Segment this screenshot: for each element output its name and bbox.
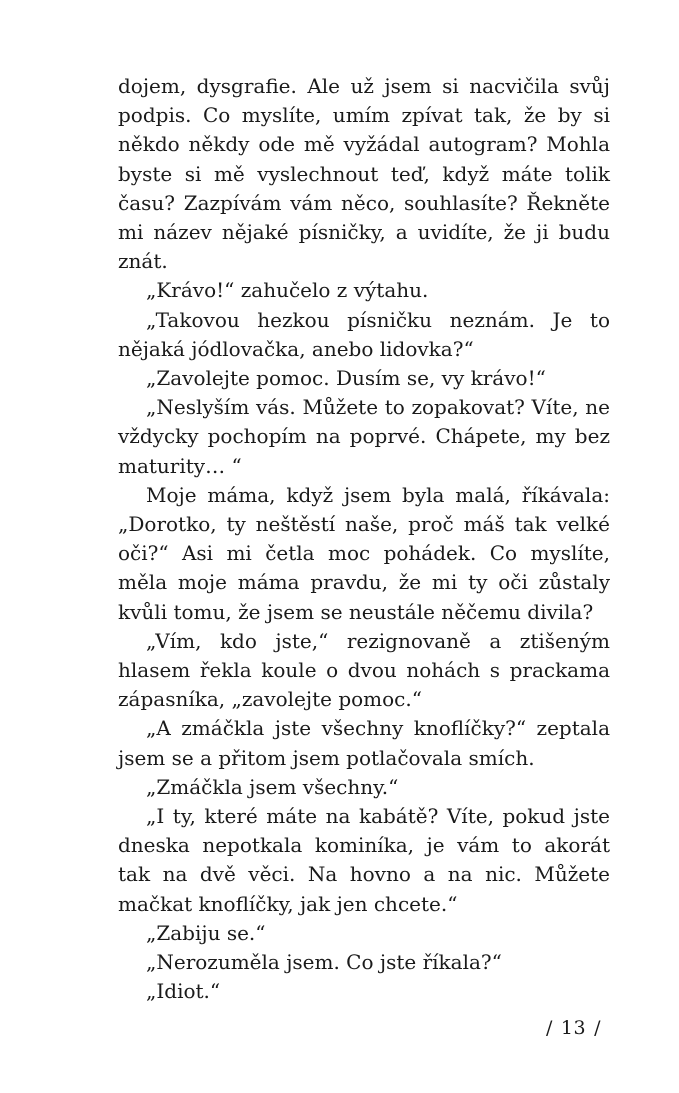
page-footer — [542, 1017, 605, 1039]
paragraph: „A zmáčkla jste všechny knoflíčky?“ zeptala jsem se a přitom jsem potlačovala smích. — [118, 716, 610, 770]
body-text — [118, 72, 610, 1007]
paragraph: „Takovou hezkou písničku neznám. Je to nějaká jódlovačka, anebo lidovka?“ — [118, 307, 610, 361]
paragraph: „Vím, kdo jste,“ rezignovaně a ztišeným hlasem řekla koule o dvou nohách s prackama zápasníka, „zavolejte pomoc.“ — [118, 628, 610, 712]
paragraph: dojem, dysgrafie. Ale už jsem si nacvičila svůj podpis. Co myslíte, umím zpívat tak, že by si někdo někdy ode mě vyžádal autogram? Mohla byste si mě vyslechnout teď, když máte tolik času? Zazpívám vám něco, souhlasíte? Řekněte mi název nějaké písničky, a uvidíte, že ji budu znát. — [118, 74, 610, 274]
paragraph: „Idiot.“ — [146, 979, 221, 1004]
paragraph: Moje máma, když jsem byla malá, říkávala: „Dorotko, ty neštěstí naše, proč máš tak velké oči?“ Asi mi četla moc pohádek. Co myslíte, měla moje máma pravdu, že mi ty oči zůstaly kvůli tomu, že jsem se neustále něčemu divila? — [118, 482, 610, 624]
slash-right: / — [594, 1017, 601, 1039]
paragraph: „Zabiju se.“ — [146, 920, 266, 945]
slash-left: / — [546, 1017, 553, 1039]
paragraph: „Neslyším vás. Můžete to zopakovat? Víte, ne vždycky pochopím na poprvé. Chápete, my bez maturity… “ — [118, 395, 610, 478]
page-number: 13 — [560, 1017, 587, 1039]
paragraph: „Krávo!“ zahučelo z výtahu. — [146, 278, 429, 303]
paragraph: „Zmáčkla jsem všechny.“ — [146, 774, 399, 799]
paragraph: „I ty, které máte na kabátě? Víte, pokud jste dneska nepotkala kominíka, je vám to akorát tak na dvě věci. Na hovno a na nic. Můžete mačkat knoflíčky, jak jen chcete.“ — [118, 804, 610, 916]
paragraph: „Nerozuměla jsem. Co jste říkala?“ — [146, 950, 502, 975]
paragraph: „Zavolejte pomoc. Dusím se, vy krávo!“ — [146, 366, 546, 391]
